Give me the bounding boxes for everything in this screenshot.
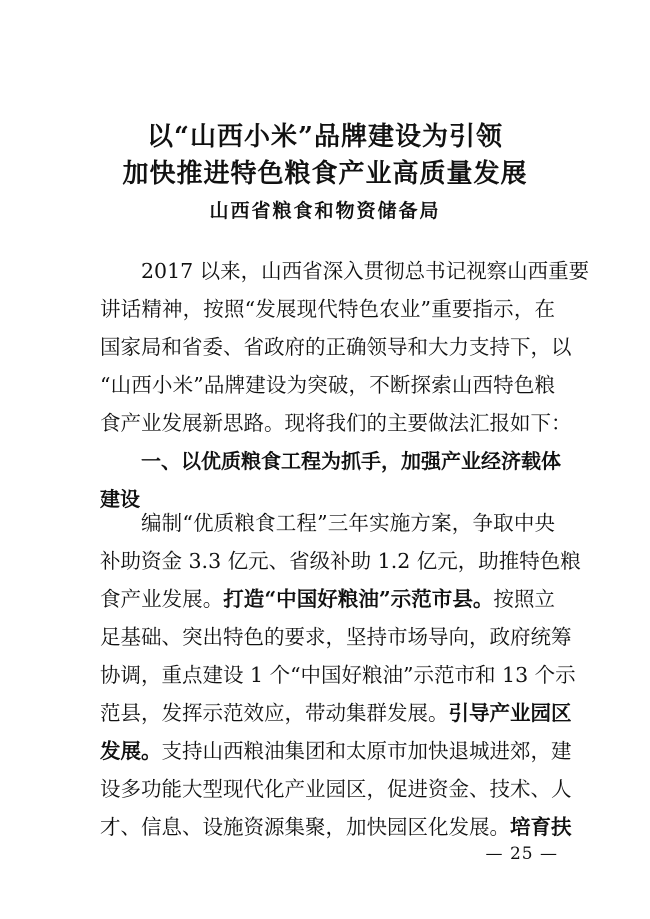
text-run: 范县，发挥示范效应，带动集群发展。 [100, 701, 449, 725]
bold-phrase: 打造“中国好粮油”示范市县。 [223, 587, 494, 611]
bold-phrase: 发展。 [100, 739, 162, 763]
title-line-1: 以“山西小米”品牌建设为引领 [147, 122, 503, 152]
text-run: 才、信息、设施资源集聚，加快园区化发展。 [100, 815, 510, 839]
bold-phrase: 培育扶 [510, 815, 572, 839]
text-run: 食产业发展。 [100, 587, 224, 611]
text-run: 支持山西粮油集团和太原市加快退城进郊，建 [161, 739, 572, 763]
paragraph-line: 协调，重点建设 1 个“中国好粮油”示范市和 13 个示 [100, 663, 576, 687]
section-heading: 建设 [100, 487, 140, 511]
text-run: 按照立 [493, 587, 556, 611]
paragraph-line: 2017 以来，山西省深入贯彻总书记视察山西重要 [141, 259, 590, 283]
paragraph-line: 讲话精神，按照“发展现代特色农业”重要指示，在 [100, 297, 555, 321]
paragraph-line: 编制“优质粮食工程”三年实施方案，争取中央 [141, 511, 555, 535]
author: 山西省粮食和物资储备局 [209, 200, 441, 222]
paragraph-line [100, 694, 572, 732]
paragraph-line: 足基础、突出特色的要求，坚持市场导向，政府统筹 [100, 625, 572, 649]
paragraph-line: 食产业发展新思路。现将我们的主要做法汇报如下： [100, 411, 572, 435]
paragraph-line: 补助资金 3.3 亿元、省级补助 1.2 亿元，助推特色粮 [100, 549, 581, 573]
page-number: — 25 — [485, 844, 558, 864]
paragraph-line: “山西小米”品牌建设为突破，不断探索山西特色粮 [100, 373, 555, 397]
paragraph-line [100, 808, 572, 846]
section-heading: 一、以优质粮食工程为抓手，加强产业经济载体 [141, 449, 561, 473]
paragraph-line: 设多功能大型现代化产业园区，促进资金、技术、人 [100, 777, 572, 801]
paragraph-line [100, 732, 572, 770]
paragraph-line [100, 580, 555, 618]
title-line-2: 加快推进特色粮食产业高质量发展 [122, 159, 528, 189]
paragraph-line: 国家局和省委、省政府的正确领导和大力支持下，以 [100, 335, 572, 359]
bold-phrase: 引导产业园区 [448, 701, 572, 725]
